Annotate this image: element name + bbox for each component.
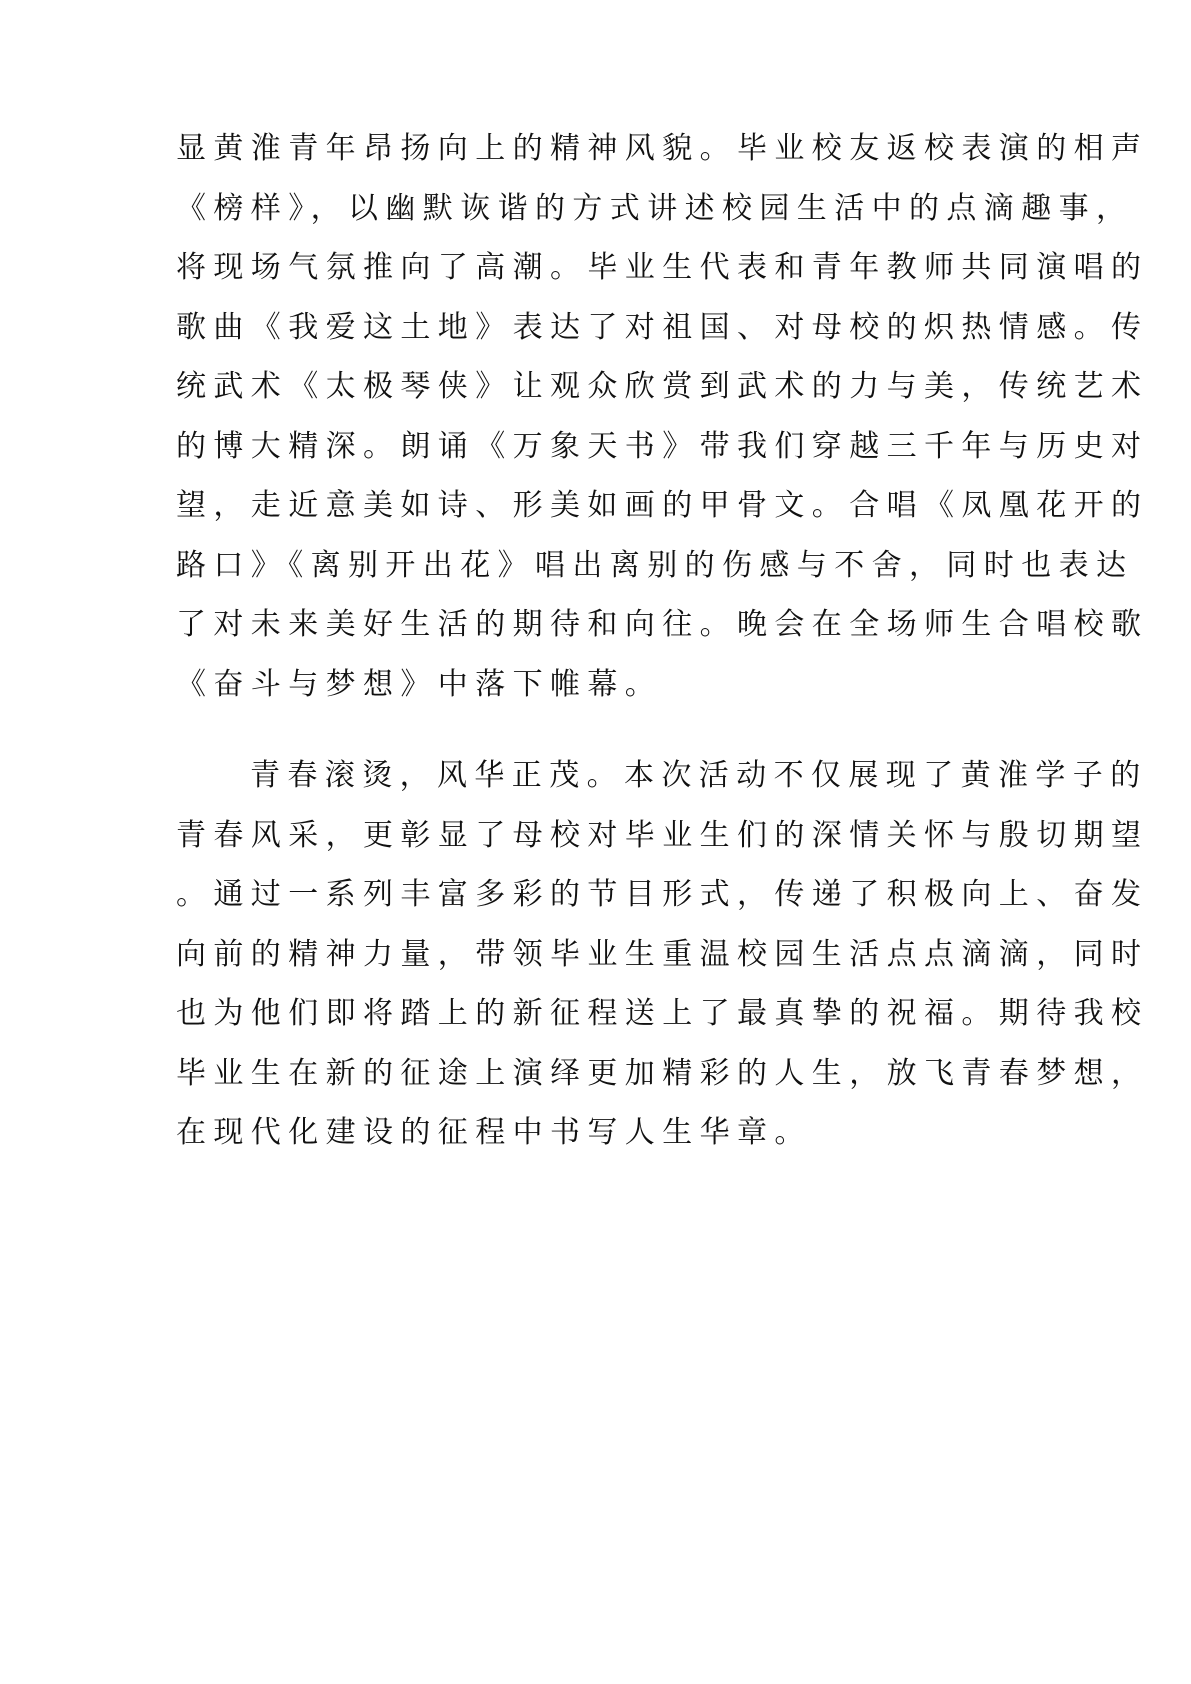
paragraph-2-line: 向前的精神力量，带领毕业生重温校园生活点点滴滴，同时 bbox=[176, 936, 1149, 972]
paragraph-1-line: 的博大精深。朗诵《万象天书》带我们穿越三千年与历史对 bbox=[176, 428, 1149, 464]
paragraph-2 bbox=[176, 746, 1149, 1163]
paragraph-1-line: 了对未来美好生活的期待和向往。晚会在全场师生合唱校歌 bbox=[176, 607, 1149, 642]
paragraph-1-line: 将现场气氛推向了高潮。毕业生代表和青年教师共同演唱的 bbox=[176, 250, 1149, 285]
paragraph-2-line: 。通过一系列丰富多彩的节目形式，传递了积极向上、奋发 bbox=[176, 877, 1149, 912]
paragraph-1-line: 《榜样》，以幽默诙谐的方式讲述校园生活中的点滴趣事， bbox=[176, 190, 1134, 226]
paragraph-1-line: 望，走近意美如诗、形美如画的甲骨文。合唱《凤凰花开的 bbox=[176, 488, 1149, 523]
paragraph-2-line: 毕业生在新的征途上演绎更加精彩的人生，放飞青春梦想， bbox=[176, 1055, 1149, 1091]
paragraph-2-line: 在现代化建设的征程中书写人生华章。 bbox=[176, 1115, 812, 1150]
paragraph-2-line: 青春滚烫，风华正茂。本次活动不仅展现了黄淮学子的 bbox=[250, 758, 1148, 793]
paragraph-1-line: 歌曲《我爱这土地》表达了对祖国、对母校的炽热情感。传 bbox=[176, 309, 1149, 345]
paragraph-2-line: 也为他们即将踏上的新征程送上了最真挚的祝福。期待我校 bbox=[176, 996, 1149, 1031]
paragraph-1-line: 显黄淮青年昂扬向上的精神风貌。毕业校友返校表演的相声 bbox=[176, 131, 1149, 166]
paragraph-1-line: 《奋斗与梦想》中落下帷幕。 bbox=[176, 666, 663, 702]
paragraph-1-line: 路口》《离别开出花》唱出离别的伤感与不舍，同时也表达 bbox=[176, 547, 1134, 583]
paragraph-1 bbox=[176, 119, 1149, 714]
paragraph-1-line: 统武术《太极琴侠》让观众欣赏到武术的力与美，传统艺术 bbox=[176, 369, 1149, 404]
paragraph-2-line: 青春风采，更彰显了母校对毕业生们的深情关怀与殷切期望 bbox=[176, 817, 1149, 853]
